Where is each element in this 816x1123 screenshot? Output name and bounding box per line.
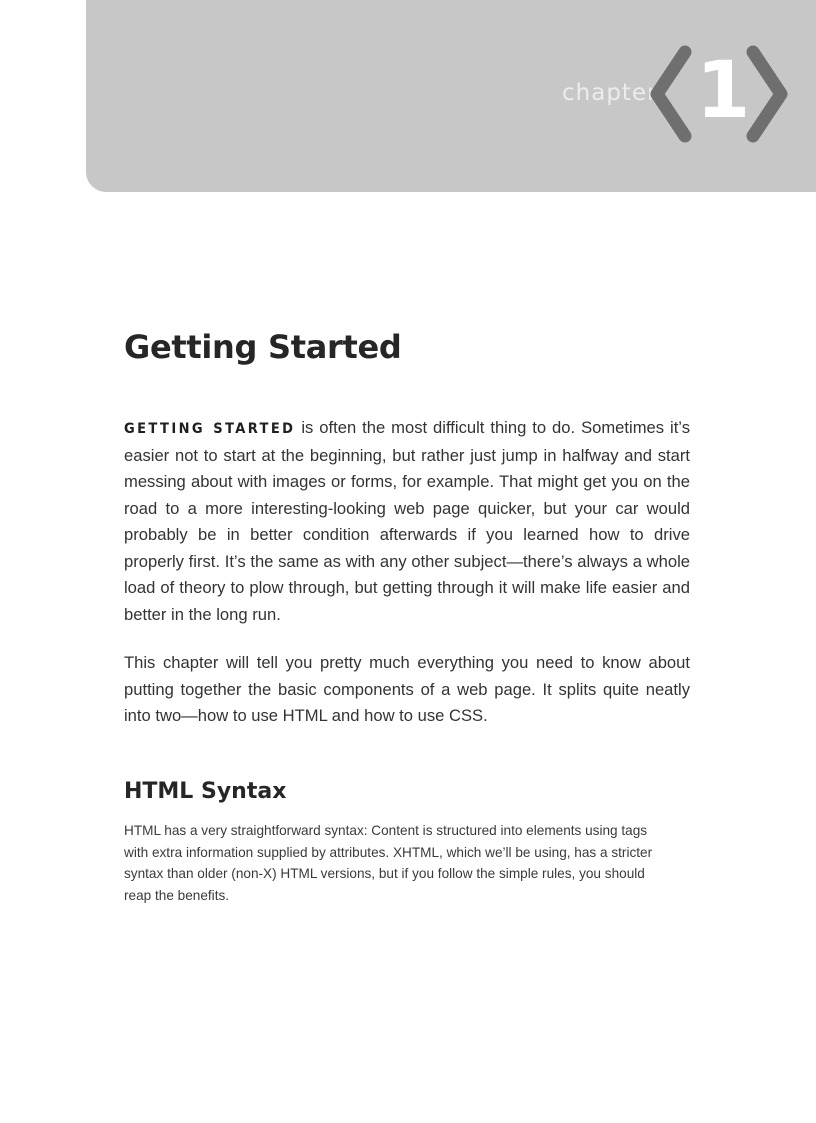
intro-paragraph: [124, 415, 690, 628]
page-title: Getting Started: [124, 328, 402, 366]
chapter-number: 1: [696, 46, 751, 136]
intro-paragraph-text: is often the most difficult thing to do. Sometimes it’s easier not to start at the beginning, but rather just jump in halfway and start messing about with images or forms, for example. That might get you on the road to a more interesting-looking web page quicker, but your car would probably be in better condition afterwards if you learned how to drive properly first. It’s the same as with any other subject—there’s always a whole load of theory to plow through, but getting through it will make life easier and better in the long run.: [124, 418, 690, 624]
lead-in: GETTING STARTED: [124, 421, 296, 437]
overview-paragraph: This chapter will tell you pretty much everything you need to know about putting together the basic components of a web page. It splits quite neatly into two—how to use HTML and how to use CSS.: [124, 653, 690, 725]
section-heading: HTML Syntax: [124, 779, 287, 804]
chapter-label: chapter: [562, 80, 658, 106]
section-paragraph: HTML has a very straightforward syntax: Content is structured into elements using tags with extra information supplied by attributes. XHTML, which we’ll be using, has a stricter syntax than older (non-X) HTML versions, but if you follow the simple rules, you should reap the benefits.: [124, 823, 653, 903]
